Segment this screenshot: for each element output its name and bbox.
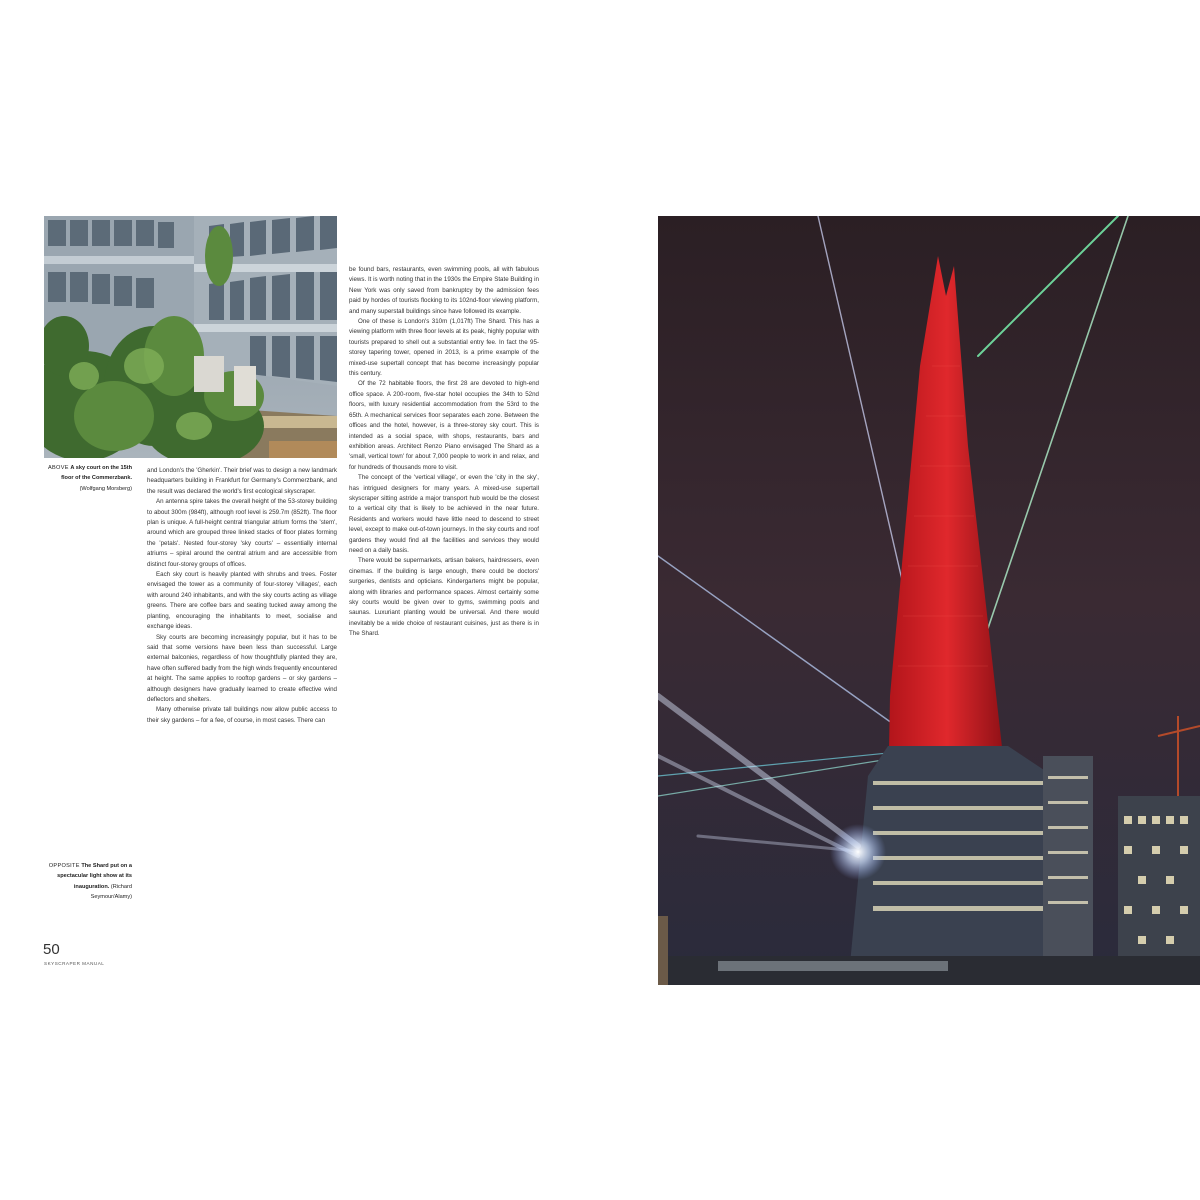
body-paragraph: Many otherwise private tall buildings now allow public access to their sky gardens – for a fee, of course, in most cases. There can: [147, 706, 337, 724]
caption-text: A sky court on the 15th floor of the Commerzbank.: [61, 465, 132, 482]
body-paragraph: and London's the 'Gherkin'. Their brief was to design a new landmark headquarters building in Frankfurt for Germany's Commerzbank, and the result was declared the world's first ecological skyscraper.: [147, 467, 337, 495]
sky-court-photo: [44, 216, 337, 458]
body-paragraph: Sky courts are becoming increasingly popular, but it has to be said that some versions have been less than successful. Large external balconies, regardless of how thoughtfully planted they are, have often suffered badly from the high winds frequently encountered at height. The same applies to rooftop gardens – or sky gardens – although designers have gradually learned to create effective wind deflectors and shelters.: [147, 633, 337, 703]
body-paragraph: be found bars, restaurants, even swimming pools, all with fabulous views. It is worth noting that in the 1930s the Empire State Building in New York was only saved from bankruptcy by the admission fees paid by hordes of tourists flocking to its 102nd-floor viewing platform, and many superstall buildings since have followed its example.: [349, 266, 539, 315]
caption-credit: (Richard Seymour/Alamy): [90, 883, 132, 901]
body-paragraph: There would be supermarkets, artisan bakers, hairdressers, even cinemas. If the building is large enough, there could be doctors' surgeries, dentists and opticians. Kindergartens might be popular, along with libraries and performance spaces. Almost certainly some sky courts would be given over to gyms, swimming pools and saunas. Luxuriant planting would be universal. And there would inevitably be a wide choice of restaurant cuisines, just as there is in The Shard.: [349, 557, 539, 638]
running-footer: SKYSCRAPER MANUAL: [44, 961, 105, 966]
body-paragraph: One of these is London's 310m (1,017ft) The Shard. This has a viewing platform with three floor levels at its peak, highly popular with tourists prepared to shell out a substantial entry fee. In fact the 95-storey tapering tower, opened in 2013, is a prime example of the mixed-use supertall concept that has become increasingly popular this century.: [349, 318, 539, 378]
body-paragraph: An antenna spire takes the overall height of the 53-storey building to about 300m (984ft), although roof level is 259.7m (852ft). The floor plan is unique. A full-height central triangular atrium forms the 'stem', around which are grouped three linked stacks of floor plates forming the 'petals'. Nested four-storey 'sky courts' – essentially internal atriums – spiral around the central atrium and are accessible from distinct four-storey groups of offices.: [147, 498, 337, 568]
body-paragraph: Of the 72 habitable floors, the first 28 are devoted to high-end office space. A 200-room, five-star hotel occupies the 34th to 52nd floors, with luxury residential accommodation from the 53rd to the 65th. A mechanical services floor separates each zone. Between the offices and the hotel, however, is a three-storey sky court. This is intended as a social space, with shops, restaurants, bars and exhibition areas. Architect Renzo Piano envisaged The Shard as a 'small, vertical town' for about 7,000 people to work in and relax, and for hundreds of thousands more to visit.: [349, 380, 539, 471]
photo-caption-top: [44, 463, 132, 494]
page-number: 50: [43, 941, 60, 958]
body-column-left: [147, 466, 337, 726]
caption-lead: ABOVE: [48, 465, 69, 471]
caption-text: The Shard put on a spectacular light show at its inauguration.: [57, 863, 132, 890]
body-paragraph: The concept of the 'vertical village', or even the 'city in the sky', has intrigued designers for many years. A mixed-use supertall skyscraper sitting astride a major transport hub would be the closest to a vertical city that is likely to be achieved in the near future. Residents and workers would have little need to descend to street level, except to make out-of-town journeys. In the sky courts and roof gardens they would find all the facilities and services they would need on a daily basis.: [349, 474, 539, 554]
caption-credit: (Wolfgang Morsberg): [79, 485, 132, 492]
body-paragraph: Each sky court is heavily planted with shrubs and trees. Foster envisaged the tower as a community of four-storey 'villages', each with around 240 inhabitants, and with the sky courts acting as village greens. There are coffee bars and seating tucked away among the planting, encouraging the inhabitants to meet, socialise and exchange ideas.: [147, 571, 337, 631]
shard-photo: [658, 216, 1200, 985]
caption-lead: OPPOSITE: [48, 863, 80, 869]
photo-caption-bottom: [44, 861, 132, 903]
body-column-right: [349, 265, 539, 640]
